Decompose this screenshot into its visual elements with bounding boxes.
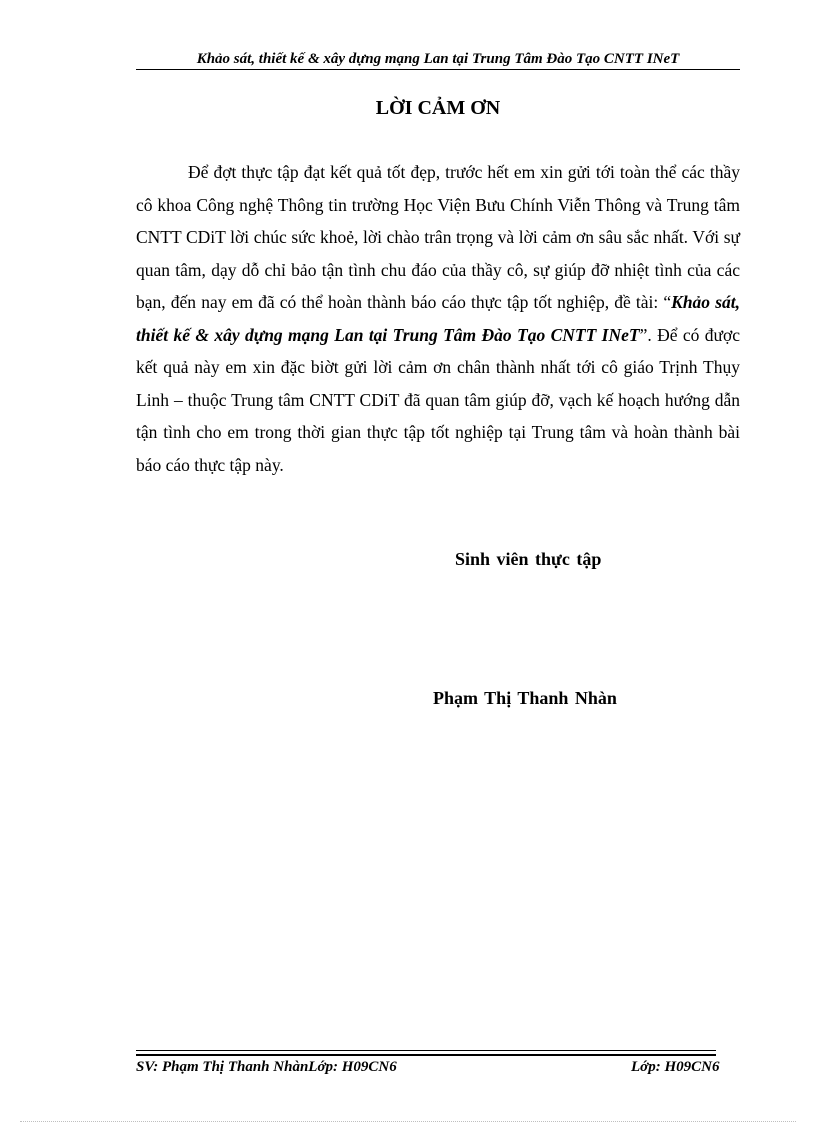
footer-student-info: SV: Phạm Thị Thanh NhànLớp: H09CN6: [136, 1059, 397, 1075]
signature-role: Sinh viên thực tập: [455, 549, 602, 569]
signature-name: Phạm Thị Thanh Nhàn: [433, 688, 617, 708]
footer-rule: [136, 1050, 716, 1051]
footer-rule-thick: [136, 1054, 716, 1056]
footer-class-info: Lớp: H09CN6: [631, 1059, 720, 1075]
header-rule: [136, 69, 740, 70]
paragraph-text-part2: ”. Để có được kết quả này em xin đặc biờt gửi lời cảm ơn chân thành nhất tới cô giáo Trịnh Thụy Linh – thuộc Trung tâm CNTT CDiT đã quan tâm giúp đỡ, vạch kế hoạch hướng dẫn tận tình cho em trong thời gian thực tập tốt nghiệp tại Trung tâm và hoàn thành bài báo cáo thực tập này.: [136, 324, 740, 475]
page-title: LỜI CẢM ƠN: [375, 97, 501, 119]
page-edge-divider: [20, 1121, 796, 1122]
thesis-topic: Khảo sát, thiết kế & xây dựng mạng Lan tại Trung Tâm Đào Tạo CNTT INeT: [136, 292, 740, 345]
running-header: Khảo sát, thiết kế & xây dựng mạng Lan tại Trung Tâm Đào Tạo CNTT INeT: [196, 51, 680, 67]
paragraph-text-part1: Để đợt thực tập đạt kết quả tốt đẹp, trước hết em xin gửi tới toàn thể các thầy cô khoa Công nghệ Thông tin trường Học Viện Bưu Chính Viễn Thông và Trung tâm CNTT CDiT lời chúc sức khoẻ, lời chào trân trọng và lời cảm ơn sâu sắc nhất. Với sự quan tâm, dạy dỗ chỉ bảo tận tình chu đáo của thầy cô, sự giúp đỡ nhiệt tình của các bạn, đến nay em đã có thể hoàn thành báo cáo thực tập tốt nghiệp, đề tài: “: [136, 162, 740, 312]
acknowledgement-paragraph: [136, 156, 740, 481]
